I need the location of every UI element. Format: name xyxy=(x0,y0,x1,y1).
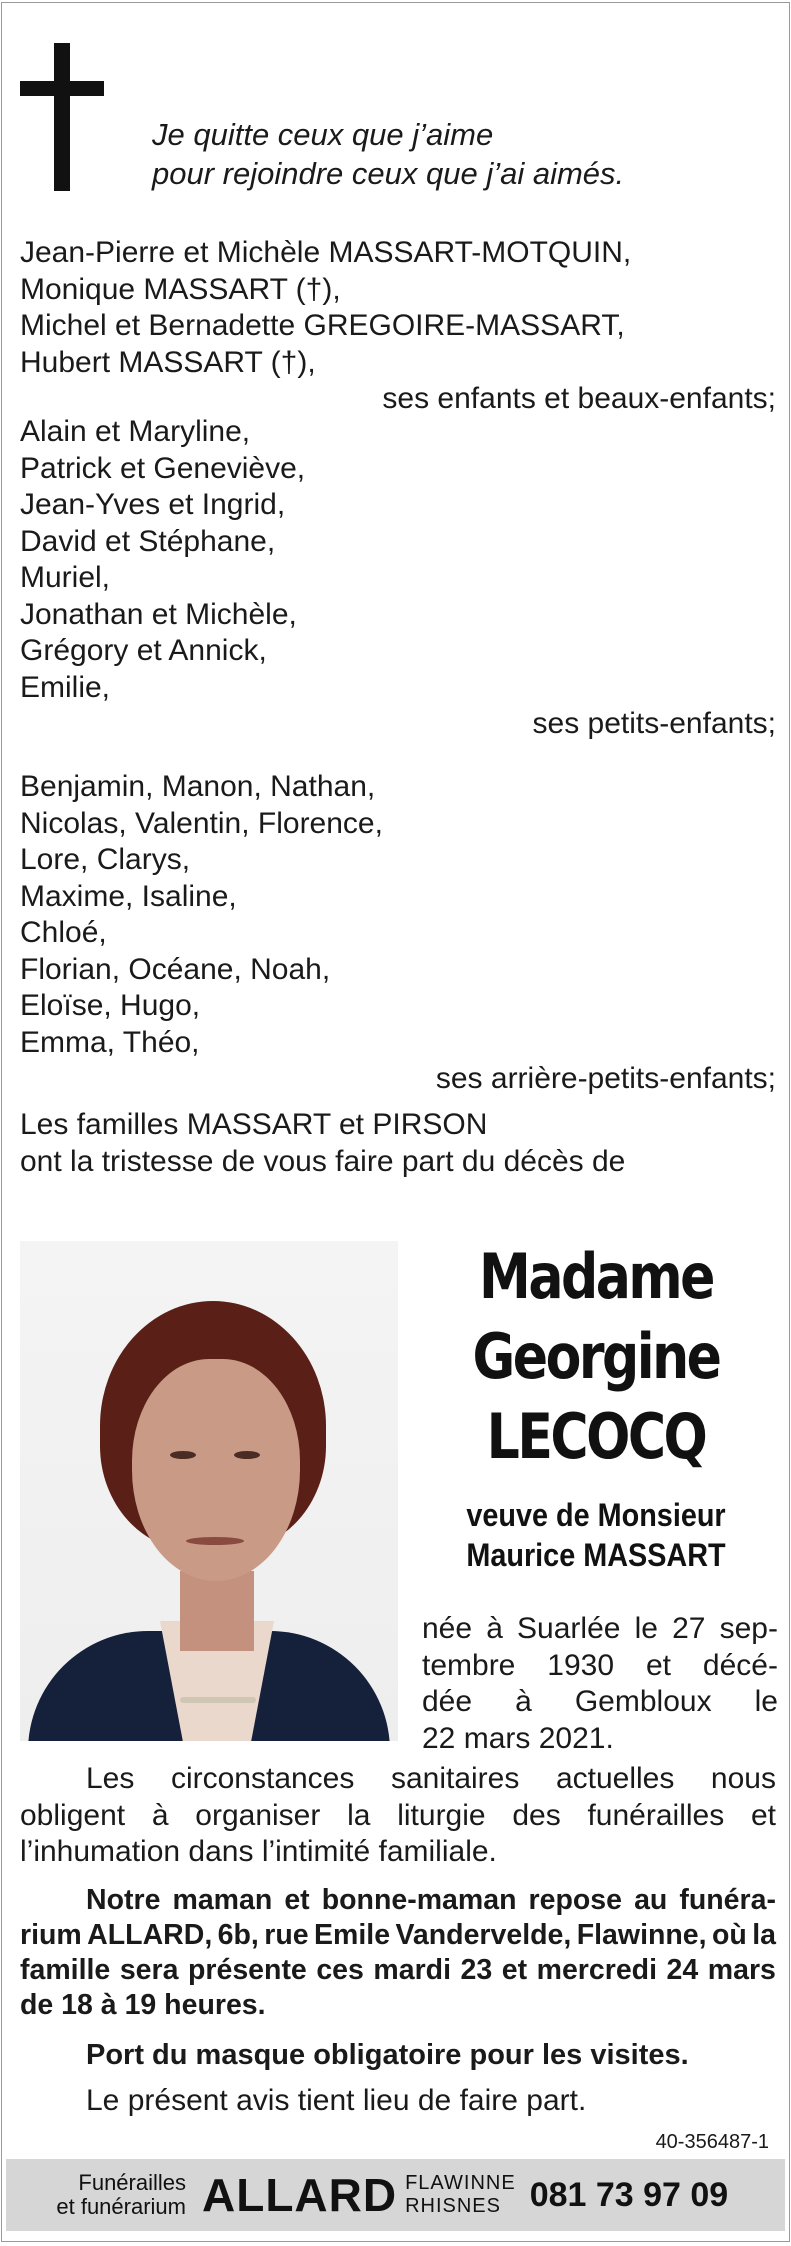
quote-line: Je quitte ceux que j’aime xyxy=(152,117,494,152)
funeral-home-type xyxy=(6,2171,194,2219)
footer-line: Funérailles xyxy=(78,2170,186,2195)
great-grandchildren-list xyxy=(20,769,776,1098)
list-item: Jonathan et Michèle, xyxy=(20,597,297,631)
list-item: Emilie, xyxy=(20,670,111,704)
born-line: née à Suarlée le 27 sep- xyxy=(422,1612,778,1645)
notice-text: Le présent avis tient lieu de faire part. xyxy=(86,2084,587,2117)
cross-icon xyxy=(20,43,104,191)
paragraph-line: Les circonstances sanitaires actuelles nous xyxy=(86,1762,776,1795)
list-item: Maxime, Isaline, xyxy=(20,879,237,913)
announcement-line: ont la tristesse de vous faire part du décès de xyxy=(20,1144,626,1178)
paragraph-line: l’inhumation dans l’intimité familiale. xyxy=(20,1835,497,1868)
name-line: LECOCQ xyxy=(486,1400,706,1473)
repose-paragraph xyxy=(20,1883,776,2023)
list-item: Grégory et Annick, xyxy=(20,634,267,667)
list-item: Eloïse, Hugo, xyxy=(20,989,201,1022)
grandchildren-role: ses petits-enfants; xyxy=(532,707,776,740)
list-item: Benjamin, Manon, Nathan, xyxy=(20,770,376,803)
funeral-home-banner xyxy=(6,2159,785,2231)
widow-line: Maurice MASSART xyxy=(466,1537,726,1573)
paragraph-line: obligent à organiser la liturgie des funérailles et xyxy=(20,1798,776,1832)
list-item: Emma, Théo, xyxy=(20,1025,200,1059)
list-item: Florian, Océane, Noah, xyxy=(20,952,331,986)
town: RHISNES xyxy=(405,2195,501,2217)
widow-of xyxy=(429,1495,764,1575)
born-line: tembre 1930 et décé- xyxy=(422,1648,778,1682)
born-line: 22 mars 2021. xyxy=(422,1721,614,1755)
mask-notice xyxy=(20,2037,776,2074)
born-line: dée à Gembloux le xyxy=(422,1685,778,1718)
list-item: Monique MASSART (†), xyxy=(20,272,341,306)
widow-line: veuve de Monsieur xyxy=(466,1497,726,1533)
list-item: Alain et Maryline, xyxy=(20,415,251,448)
name-line: Madame xyxy=(479,1240,713,1313)
mask-line: Port du masque obligatoire pour les visites. xyxy=(86,2039,689,2071)
quote-line: pour rejoindre ceux que j’ai aimés. xyxy=(152,156,625,191)
footer-line: et funérarium xyxy=(56,2194,186,2219)
children-role: ses enfants et beaux-enfants; xyxy=(382,382,776,415)
paragraph-line: rium ALLARD, 6b, rue Emile Vandervelde, Flawinne, où la xyxy=(20,1919,776,1951)
list-item: Nicolas, Valentin, Florence, xyxy=(20,806,383,840)
funeral-home-phone: 081 73 97 09 xyxy=(529,2175,729,2214)
funeral-home-towns xyxy=(405,2172,530,2218)
list-item: Hubert MASSART (†), xyxy=(20,345,316,379)
grandchildren-list xyxy=(20,414,776,743)
birth-death-details xyxy=(422,1611,778,1757)
paragraph-line: famille sera présente ces mardi 23 et mercredi 24 mars xyxy=(20,1954,776,1986)
families-announcement xyxy=(20,1107,776,1180)
town: FLAWINNE xyxy=(405,2172,516,2194)
children-list xyxy=(20,235,776,418)
portrait-photo xyxy=(20,1241,398,1741)
list-item: Michel et Bernadette GREGOIRE-MASSART, xyxy=(20,309,625,342)
epitaph-quote xyxy=(152,115,624,193)
great-grandchildren-role: ses arrière-petits-enfants; xyxy=(435,1062,776,1095)
list-item: Jean-Pierre et Michèle MASSART-MOTQUIN, xyxy=(20,236,632,269)
funeral-home-brand: ALLARD xyxy=(202,2169,398,2221)
paragraph-line: Notre maman et bonne-maman repose au funéra- xyxy=(86,1884,776,1916)
deceased-name xyxy=(440,1237,752,1477)
list-item: Patrick et Geneviève, xyxy=(20,451,306,485)
list-item: David et Stéphane, xyxy=(20,524,276,558)
notice-line xyxy=(20,2083,776,2120)
list-item: Lore, Clarys, xyxy=(20,843,191,876)
name-line: Georgine xyxy=(472,1320,720,1393)
circumstances-paragraph xyxy=(20,1761,776,1871)
list-item: Muriel, xyxy=(20,561,111,594)
paragraph-line: de 18 à 19 heures. xyxy=(20,1989,266,2021)
families-line: Les familles MASSART et PIRSON xyxy=(20,1108,488,1141)
list-item: Jean-Yves et Ingrid, xyxy=(20,488,286,521)
list-item: Chloé, xyxy=(20,916,107,949)
reference-number: 40-356487-1 xyxy=(655,2131,769,2153)
obituary-notice xyxy=(1,2,790,2242)
